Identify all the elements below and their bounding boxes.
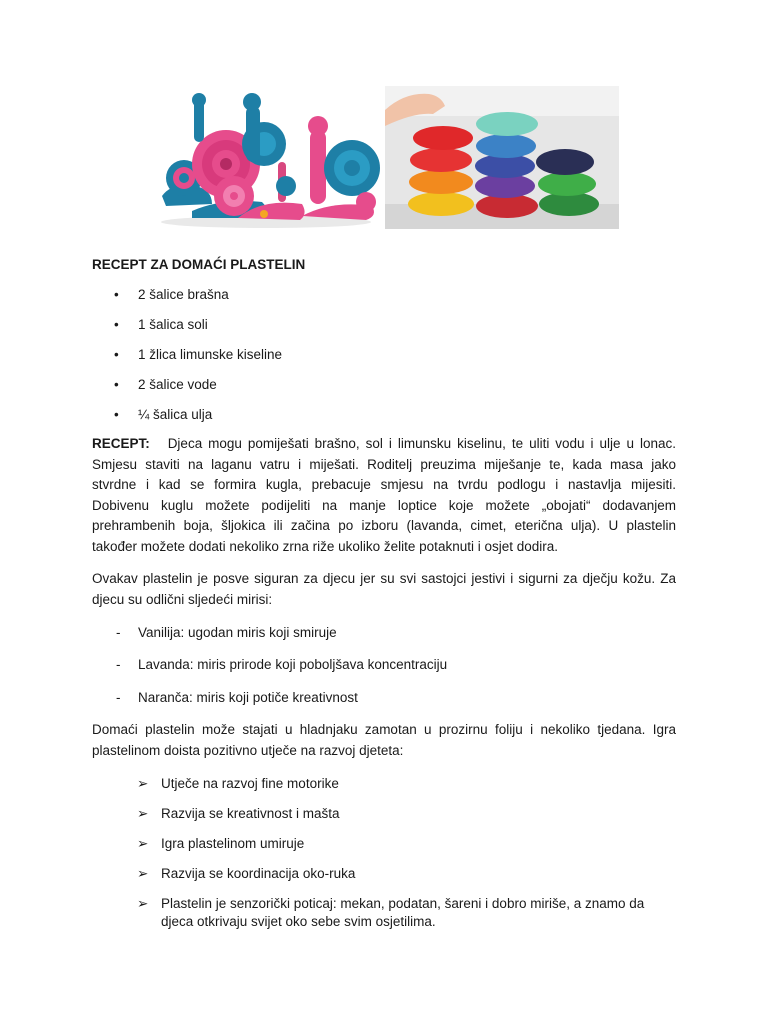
scent-text: Vanilija: ugodan miris koji smiruje (138, 625, 337, 640)
arrow-bullet-icon: ➢ (137, 776, 149, 791)
recipe-line: Dobivenu kuglu možete podijeliti na manje loptice koje možete „obojati“ dodavanjem (92, 497, 676, 513)
recipe-line: Smjesu staviti na laganu vatru i miješati. Roditelj preuzima miješanje te, kada masa jako (92, 456, 676, 472)
arrow-bullet-icon: ➢ (137, 836, 149, 851)
ingredient-text: 1 šalica soli (138, 317, 208, 332)
benefit-text: Razvija se koordinacija oko-ruka (161, 866, 356, 881)
header-images (152, 86, 619, 229)
recipe-title: RECEPT ZA DOMAĆI PLASTELIN (92, 257, 306, 272)
benefit-text: Igra plastelinom umiruje (161, 836, 305, 851)
benefit-text: Plastelin je senzorički poticaj: mekan, podatan, šareni i dobro miriše, a znamo da (161, 896, 645, 911)
benefit-text: djeca otkrivaju svijet oko sebe svim osjetilima. (161, 914, 436, 929)
ingredient-text: 2 šalice brašna (138, 287, 229, 302)
recipe-paragraph (92, 434, 676, 557)
ingredient-text: 2 šalice vode (138, 377, 217, 392)
clay-snails-image (152, 86, 380, 229)
scent-text: Naranča: miris koji potiče kreativnost (138, 690, 358, 705)
recipe-label: RECEPT: (92, 436, 150, 451)
bullet-icon: • (114, 317, 119, 332)
recipe-line: također možete dodati nekoliko zrna riže ukoliko želite potaknuti i osjet dodira. (92, 538, 559, 554)
safety-line: djecu su odlični sljedeći mirisi: (92, 591, 273, 607)
ingredient-text: ¼ šalica ulja (138, 407, 213, 422)
dash-icon: - (116, 625, 121, 640)
recipe-line: stvrdne i kad se formira kugla, prebacuje smjesu na tvrdu podlogu i nastavlja mijesiti. (92, 477, 676, 492)
safety-paragraph (92, 569, 676, 610)
arrow-bullet-icon: ➢ (137, 896, 149, 911)
storage-line: plastelinom doista pozitivno utječe na razvoj djeteta: (92, 742, 404, 758)
ingredient-text: 1 žlica limunske kiseline (138, 347, 283, 362)
arrow-bullet-icon: ➢ (137, 806, 149, 821)
bullet-icon: • (114, 287, 119, 302)
dash-icon: - (116, 657, 121, 672)
benefit-text: Razvija se kreativnost i mašta (161, 806, 340, 821)
dash-icon: - (116, 690, 121, 705)
arrow-bullet-icon: ➢ (137, 866, 149, 881)
storage-line: Domaći plastelin može stajati u hladnjaku zamotan u prozirnu foliju i nekoliko tjedana. Igra (92, 722, 676, 737)
bullet-icon: • (114, 377, 119, 392)
bullet-icon: • (114, 407, 119, 422)
scent-text: Lavanda: miris prirode koji poboljšava koncentraciju (138, 657, 448, 672)
safety-line: Ovakav plastelin je posve siguran za djecu jer su svi sastojci jestivi i sigurni za dječju kožu. Za (92, 571, 676, 586)
playdough-stack-image (385, 86, 619, 229)
storage-paragraph (92, 720, 676, 761)
recipe-line: Djeca mogu pomiješati brašno, sol i limunsku kiselinu, te uliti vodu i ulje u lonac. (167, 436, 676, 451)
recipe-line: prehrambenih boja, šljokica ili začina po izboru (lavanda, cimet, eterična ulja). U plastelin (92, 518, 676, 533)
bullet-icon: • (114, 347, 119, 362)
benefit-text: Utječe na razvoj fine motorike (161, 776, 339, 791)
